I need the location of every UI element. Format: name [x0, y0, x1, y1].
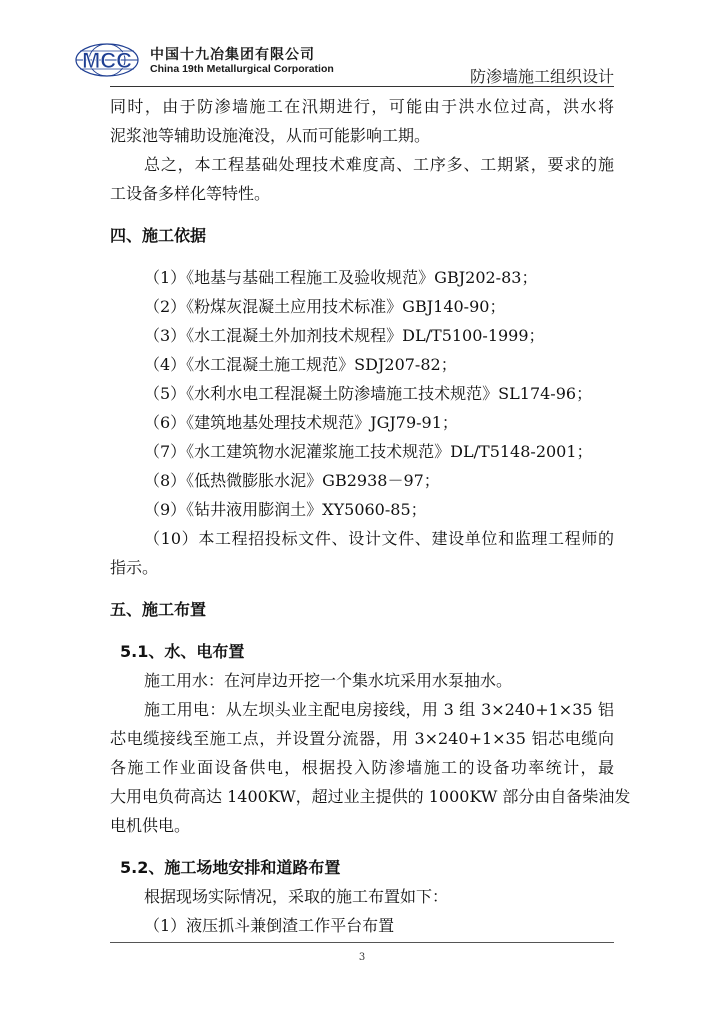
paragraph-line: 同时，由于防渗墙施工在汛期进行，可能由于洪水位过高，洪水将 [110, 97, 614, 116]
paragraph-line: （1）液压抓斗兼倒渣工作平台布置 [144, 916, 395, 935]
paragraph-line: 电机供电。 [110, 816, 191, 835]
footer-divider [110, 942, 614, 943]
page-number: 3 [358, 952, 366, 963]
paragraph-line: 施工用水：在河岸边开挖一个集水坑采用水泵抽水。 [144, 671, 513, 690]
section-heading-5: 五、施工布置 [110, 600, 207, 619]
page-header [74, 36, 614, 86]
reference-item: （2）《粉煤灰混凝土应用技术标准》GBJ140-90； [144, 297, 506, 316]
mcc-logo-icon [74, 42, 140, 78]
header-divider [110, 86, 614, 87]
paragraph-line: 根据现场实际情况，采取的施工布置如下： [144, 887, 449, 906]
reference-item: （10）本工程招投标文件、设计文件、建设单位和监理工程师的 [144, 529, 614, 548]
section-heading-4: 四、施工依据 [110, 226, 207, 245]
paragraph-line: 芯电缆接线至施工点，并设置分流器，用 3×240+1×35 铝芯电缆向 [110, 729, 614, 748]
paragraph-line: 泥浆池等辅助设施淹没，从而可能影响工期。 [110, 126, 431, 145]
reference-item: （9）《钻井液用膨润土》XY5060-85； [144, 500, 427, 519]
reference-item: （1）《地基与基础工程施工及验收规范》GBJ202-83； [144, 268, 538, 287]
reference-item: （4）《水工混凝土施工规范》SDJ207-82； [144, 355, 457, 374]
svg-text:MCC: MCC [81, 48, 133, 73]
document-title: 防渗墙施工组织设计 [469, 67, 614, 86]
reference-item: （7）《水工建筑物水泥灌浆施工技术规范》DL/T5148-2001； [144, 442, 593, 461]
paragraph-line: 工设备多样化等特性。 [110, 184, 271, 203]
company-name-en: China 19th Metallurgical Corporation [150, 63, 334, 75]
paragraph-line: 大用电负荷高达 1400KW，超过业主提供的 1000KW 部分由自备柴油发 [110, 787, 631, 806]
subsection-heading-5-2: 5.2、施工场地安排和道路布置 [120, 858, 341, 877]
reference-item: （6）《建筑地基处理技术规范》JGJ79-91； [144, 413, 458, 432]
reference-item: （8）《低热微膨胀水泥》GB2938－97； [144, 471, 440, 490]
paragraph-line: 各施工作业面设备供电，根据投入防渗墙施工的设备功率统计，最 [110, 758, 614, 777]
reference-item: （3）《水工混凝土外加剂技术规程》DL/T5100-1999； [144, 326, 545, 345]
reference-item-continued: 指示。 [110, 558, 159, 577]
reference-item: （5）《水利水电工程混凝土防渗墙施工技术规范》SL174-96； [144, 384, 593, 403]
subsection-heading-5-1: 5.1、水、电布置 [120, 642, 245, 661]
page-content [110, 92, 631, 940]
paragraph-line: 总之，本工程基础处理技术难度高、工序多、工期紧，要求的施 [144, 155, 614, 174]
paragraph-line: 施工用电：从左坝头业主配电房接线，用 3 组 3×240+1×35 铝 [144, 700, 614, 719]
company-name-cn: 中国十九冶集团有限公司 [150, 47, 315, 63]
